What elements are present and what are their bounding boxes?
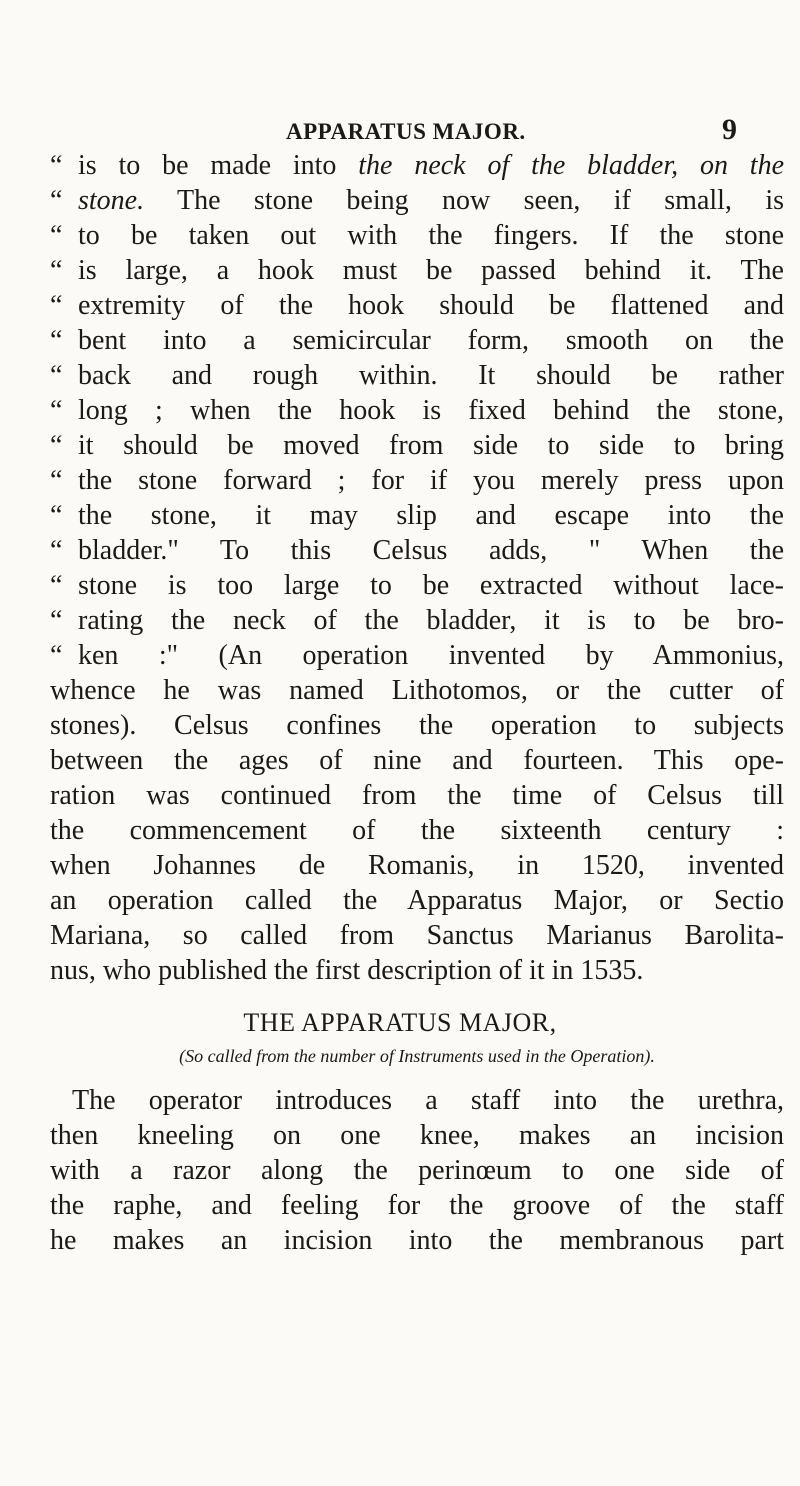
text-line: whence he was named Lithotomos, or the cutter of [50, 675, 784, 706]
quote-mark: “ [50, 360, 63, 391]
text-line: “ to be taken out with the fingers. If the stone [50, 220, 784, 251]
text-line: “ bladder." To this Celsus adds, " When the [50, 535, 784, 566]
text-line: stones). Celsus confines the operation to subjects [50, 710, 784, 741]
text-line: “ is large, a hook must be passed behind it. The [50, 255, 784, 286]
text-line: the raphe, and feeling for the groove of the staff [50, 1190, 784, 1221]
text-line: “ extremity of the hook should be flattened and [50, 290, 784, 321]
text-line: Mariana, so called from Sanctus Marianus Barolita- [50, 920, 784, 951]
quote-mark: “ [50, 570, 63, 601]
text-line: an operation called the Apparatus Major, or Sectio [50, 885, 784, 916]
text-line: with a razor along the perinœum to one side of [50, 1155, 784, 1186]
section-heading: THE APPARATUS MAJOR, [243, 1008, 557, 1037]
text-line: “ rating the neck of the bladder, it is to be bro- [50, 605, 784, 636]
text-line: “ the stone, it may slip and escape into the [50, 500, 784, 531]
quote-mark: “ [50, 500, 63, 531]
quote-mark: “ [50, 290, 63, 321]
text-line: the commencement of the sixteenth century : [50, 815, 784, 846]
text-line: nus, who published the first description of it in 1535. [50, 955, 644, 986]
quote-mark: “ [50, 430, 63, 461]
quote-mark: “ [50, 185, 63, 216]
text-line: “ the stone forward ; for if you merely press upon [50, 465, 784, 496]
quote-mark: “ [50, 535, 63, 566]
text-line: “ stone is too large to be extracted without lace- [50, 570, 784, 601]
quote-mark: “ [50, 255, 63, 286]
text-line: he makes an incision into the membranous part [50, 1225, 784, 1256]
italic-word: stone. [78, 185, 145, 216]
text-line: “ back and rough within. It should be rather [50, 360, 784, 391]
text-line: between the ages of nine and fourteen. This ope- [50, 745, 784, 776]
quote-mark: “ [50, 150, 63, 181]
text-line: The operator introduces a staff into the urethra, [72, 1085, 784, 1116]
text-line: “ ken :" (An operation invented by Ammonius, [50, 640, 784, 671]
page-number: 9 [722, 113, 737, 146]
quote-mark: “ [50, 605, 63, 636]
text-line: “ it should be moved from side to side to bring [50, 430, 784, 461]
running-head: APPARATUS MAJOR. [286, 119, 526, 144]
quote-mark: “ [50, 395, 63, 426]
quote-mark: “ [50, 325, 63, 356]
text-line: “ bent into a semicircular form, smooth on the [50, 325, 784, 356]
quote-mark: “ [50, 465, 63, 496]
text-line: ration was continued from the time of Celsus till [50, 780, 784, 811]
text-line: “ stone. The stone being now seen, if small, is [50, 185, 784, 216]
text-line: when Johannes de Romanis, in 1520, invented [50, 850, 784, 881]
text-line: then kneeling on one knee, makes an incision [50, 1120, 784, 1151]
section-subheading: (So called from the number of Instruments used in the Operation). [179, 1046, 655, 1066]
quote-mark: “ [50, 220, 63, 251]
text-line: “ long ; when the hook is fixed behind the stone, [50, 395, 784, 426]
italic-phrase: the neck of the bladder, on the [358, 150, 785, 181]
text-line: “ is to be made into the neck of the bladder, on the [50, 150, 785, 181]
quote-mark: “ [50, 640, 63, 671]
